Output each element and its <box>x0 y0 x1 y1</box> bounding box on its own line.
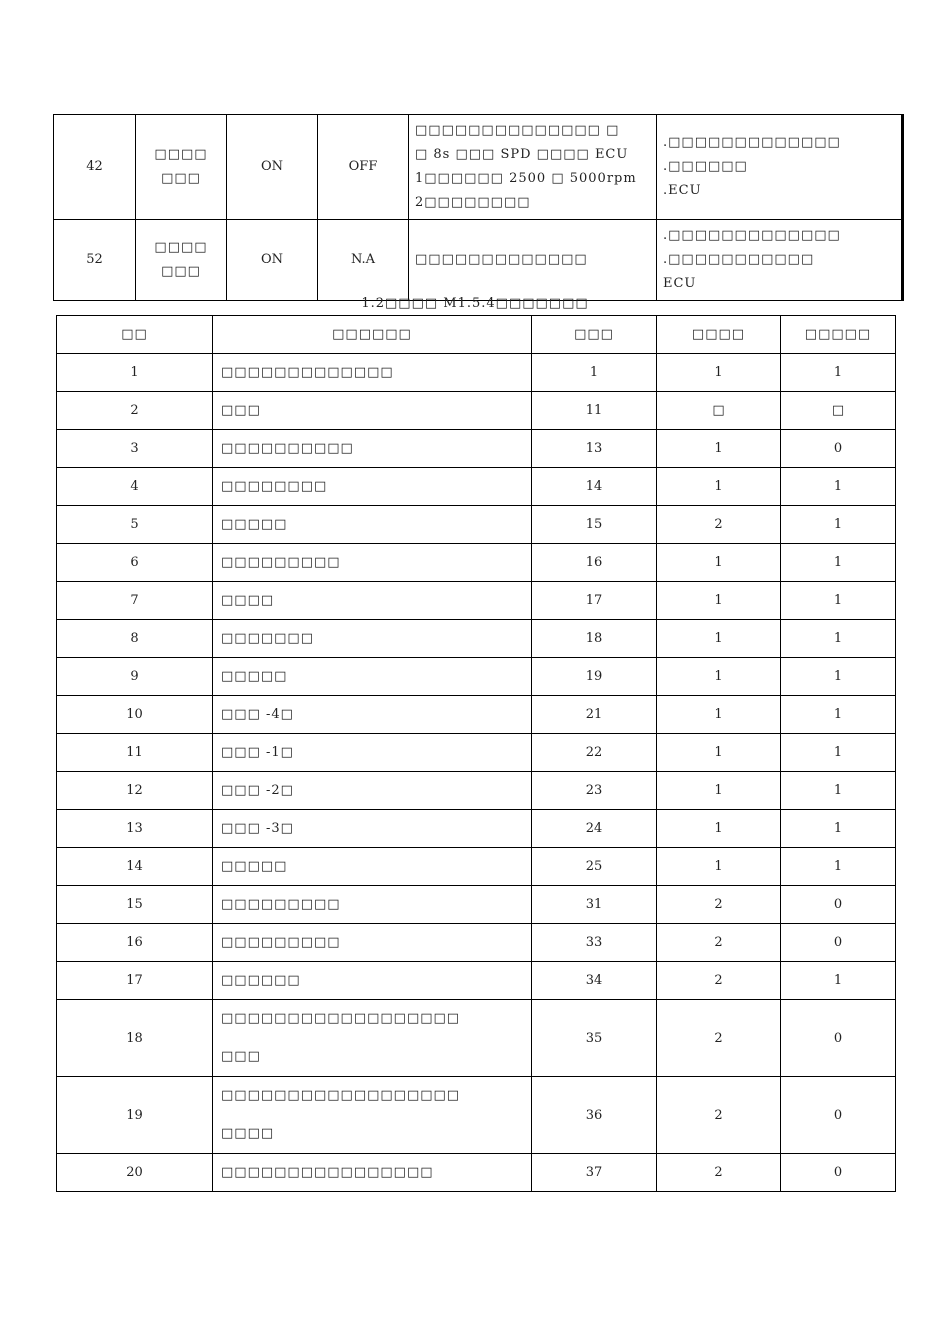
value-a-cell: □ <box>657 392 781 430</box>
code-cell: 24 <box>532 810 657 848</box>
table-row <box>57 848 896 886</box>
description-line: □□□□□ <box>221 517 288 532</box>
value-a-cell: 2 <box>657 886 781 924</box>
name-line: □□□ <box>161 171 201 186</box>
row-number-cell: 17 <box>57 962 213 1000</box>
description-line: □□□□□ <box>221 669 288 684</box>
code-cell: 19 <box>532 658 657 696</box>
description-cell <box>213 1077 532 1154</box>
description-cell <box>213 468 532 506</box>
cause-line: .□□□□□□ <box>663 159 748 174</box>
row-number-cell: 6 <box>57 544 213 582</box>
description-line: □□□□□□□□□□□□□□□□ <box>221 1165 434 1180</box>
code-cell: 35 <box>532 1000 657 1077</box>
value-a-cell: 1 <box>657 810 781 848</box>
description-line: □□□ -4□ <box>221 707 294 722</box>
value-a-cell: 2 <box>657 1000 781 1077</box>
value-a-cell: 1 <box>657 468 781 506</box>
description-line: □□□□□□□ <box>221 631 314 646</box>
condition-cell <box>409 220 657 301</box>
description-line: □□□□□□□□ <box>221 479 328 494</box>
description-line: □□□□ <box>221 593 275 608</box>
description-cell <box>213 1000 532 1077</box>
row-number-cell: 1 <box>57 354 213 392</box>
code-cell: 52 <box>54 220 136 301</box>
cause-line: ECU <box>663 276 697 291</box>
table-row <box>57 962 896 1000</box>
on-state-cell: ON <box>227 220 318 301</box>
value-b-cell: 1 <box>781 506 896 544</box>
row-number-cell: 20 <box>57 1154 213 1192</box>
description-cell <box>213 696 532 734</box>
value-a-cell: 1 <box>657 848 781 886</box>
value-a-cell: 1 <box>657 354 781 392</box>
code-cell: 21 <box>532 696 657 734</box>
description-line: □□□ -2□ <box>221 783 294 798</box>
value-b-cell: 1 <box>781 734 896 772</box>
description-line: □□□□□□□□□□□□□□□□□□ <box>221 1011 461 1026</box>
name-line: □□□□ <box>154 147 208 162</box>
table-row <box>57 430 896 468</box>
description-cell <box>213 734 532 772</box>
table-header-row <box>57 316 896 354</box>
value-b-cell: 1 <box>781 620 896 658</box>
table-row <box>57 772 896 810</box>
value-a-cell: 1 <box>657 696 781 734</box>
header-col4: □□□□ <box>657 316 781 354</box>
header-description: □□□□□□ <box>213 316 532 354</box>
value-a-cell: 1 <box>657 582 781 620</box>
code-cell: 1 <box>532 354 657 392</box>
row-number-cell: 15 <box>57 886 213 924</box>
code-cell: 11 <box>532 392 657 430</box>
row-number-cell: 12 <box>57 772 213 810</box>
table-row <box>57 1000 896 1077</box>
description-cell <box>213 620 532 658</box>
value-a-cell: 2 <box>657 1077 781 1154</box>
code-cell: 36 <box>532 1077 657 1154</box>
row-number-cell: 10 <box>57 696 213 734</box>
table-row <box>57 1077 896 1154</box>
description-cell <box>213 1154 532 1192</box>
description-cell <box>213 962 532 1000</box>
value-b-cell: 1 <box>781 810 896 848</box>
cause-line: .ECU <box>663 183 702 198</box>
table-row <box>57 810 896 848</box>
table-row <box>57 886 896 924</box>
value-a-cell: 1 <box>657 772 781 810</box>
condition-cell <box>409 115 657 220</box>
name-line: □□□□ <box>154 240 208 255</box>
code-cell: 22 <box>532 734 657 772</box>
description-line: □□□ -1□ <box>221 745 294 760</box>
value-b-cell: 0 <box>781 924 896 962</box>
value-a-cell: 1 <box>657 430 781 468</box>
table-row <box>57 1154 896 1192</box>
code-cell: 42 <box>54 115 136 220</box>
value-a-cell: 1 <box>657 734 781 772</box>
description-cell <box>213 772 532 810</box>
row-number-cell: 13 <box>57 810 213 848</box>
description-line: □□□□□□□□□□ <box>221 441 354 456</box>
value-b-cell: 1 <box>781 772 896 810</box>
code-cell: 25 <box>532 848 657 886</box>
value-a-cell: 1 <box>657 620 781 658</box>
row-number-cell: 2 <box>57 392 213 430</box>
name-cell <box>136 220 227 301</box>
code-cell: 17 <box>532 582 657 620</box>
description-cell <box>213 848 532 886</box>
table-row <box>57 696 896 734</box>
description-cell <box>213 544 532 582</box>
description-cell <box>213 506 532 544</box>
row-number-cell: 3 <box>57 430 213 468</box>
description-cell <box>213 886 532 924</box>
header-no: □□ <box>57 316 213 354</box>
table-row <box>57 468 896 506</box>
code-cell: 18 <box>532 620 657 658</box>
table-row <box>57 544 896 582</box>
description-line: □□□□□□□□□□□□□ <box>221 365 394 380</box>
value-b-cell: 1 <box>781 696 896 734</box>
table-row <box>57 392 896 430</box>
cause-cell <box>657 220 903 301</box>
description-cell <box>213 582 532 620</box>
cause-line: .□□□□□□□□□□□ <box>663 252 815 267</box>
value-a-cell: 1 <box>657 658 781 696</box>
value-b-cell: 1 <box>781 468 896 506</box>
description-cell <box>213 354 532 392</box>
description-line: □□□□ <box>221 1126 275 1141</box>
row-number-cell: 14 <box>57 848 213 886</box>
table-row <box>57 582 896 620</box>
name-line: □□□ <box>161 264 201 279</box>
header-code: □□□ <box>532 316 657 354</box>
code-cell: 14 <box>532 468 657 506</box>
off-state-cell: N.A <box>318 220 409 301</box>
value-b-cell: □ <box>781 392 896 430</box>
condition-line: □□□□□□□□□□□□□ <box>415 252 588 267</box>
code-cell: 23 <box>532 772 657 810</box>
description-line: □□□□□□□□□ <box>221 897 341 912</box>
description-line: □□□□□□□□□□□□□□□□□□ <box>221 1088 461 1103</box>
condition-line: 1□□□□□□ 2500 □ 5000rpm <box>415 171 637 186</box>
code-cell: 13 <box>532 430 657 468</box>
row-number-cell: 11 <box>57 734 213 772</box>
row-number-cell: 18 <box>57 1000 213 1077</box>
row-number-cell: 9 <box>57 658 213 696</box>
code-cell: 15 <box>532 506 657 544</box>
description-line: □□□□□□ <box>221 973 301 988</box>
description-line: □□□□□□□□□ <box>221 935 341 950</box>
table-caption: 1.2□□□□ M1.5.4□□□□□□□ <box>361 296 589 311</box>
condition-line: □ 8s □□□ SPD □□□□ ECU <box>415 147 629 162</box>
row-number-cell: 4 <box>57 468 213 506</box>
description-line: □□□ <box>221 403 261 418</box>
description-cell <box>213 924 532 962</box>
table-row <box>57 620 896 658</box>
condition-line: 2□□□□□□□□ <box>415 195 531 210</box>
table-row <box>57 734 896 772</box>
value-b-cell: 1 <box>781 962 896 1000</box>
description-line: □□□ -3□ <box>221 821 294 836</box>
table-row <box>57 924 896 962</box>
row-number-cell: 7 <box>57 582 213 620</box>
description-cell <box>213 392 532 430</box>
row-number-cell: 5 <box>57 506 213 544</box>
value-a-cell: 1 <box>657 544 781 582</box>
value-b-cell: 0 <box>781 1000 896 1077</box>
code-cell: 34 <box>532 962 657 1000</box>
diagnostic-code-table <box>56 315 896 1192</box>
row-number-cell: 16 <box>57 924 213 962</box>
condition-line: □□□□□□□□□□□□□□ □ <box>415 123 620 138</box>
value-a-cell: 2 <box>657 924 781 962</box>
code-cell: 33 <box>532 924 657 962</box>
value-b-cell: 0 <box>781 1154 896 1192</box>
row-number-cell: 19 <box>57 1077 213 1154</box>
value-b-cell: 1 <box>781 354 896 392</box>
name-cell <box>136 115 227 220</box>
code-cell: 37 <box>532 1154 657 1192</box>
value-b-cell: 1 <box>781 658 896 696</box>
on-state-cell: ON <box>227 115 318 220</box>
cause-line: .□□□□□□□□□□□□□ <box>663 135 841 150</box>
description-line: □□□□□□□□□ <box>221 555 341 570</box>
table-row <box>54 115 903 220</box>
value-b-cell: 1 <box>781 544 896 582</box>
table-row <box>57 354 896 392</box>
row-number-cell: 8 <box>57 620 213 658</box>
fault-code-table-continued <box>53 114 904 301</box>
cause-cell <box>657 115 903 220</box>
code-cell: 31 <box>532 886 657 924</box>
code-cell: 16 <box>532 544 657 582</box>
off-state-cell: OFF <box>318 115 409 220</box>
value-b-cell: 0 <box>781 886 896 924</box>
cause-line: .□□□□□□□□□□□□□ <box>663 228 841 243</box>
description-cell <box>213 658 532 696</box>
value-b-cell: 1 <box>781 582 896 620</box>
description-line: □□□□□ <box>221 859 288 874</box>
table-row <box>57 506 896 544</box>
value-a-cell: 2 <box>657 962 781 1000</box>
value-a-cell: 2 <box>657 506 781 544</box>
description-cell <box>213 430 532 468</box>
table-row <box>54 220 903 301</box>
table-row <box>57 658 896 696</box>
header-col5: □□□□□ <box>781 316 896 354</box>
value-b-cell: 0 <box>781 1077 896 1154</box>
description-cell <box>213 810 532 848</box>
value-b-cell: 0 <box>781 430 896 468</box>
description-line: □□□ <box>221 1049 261 1064</box>
value-b-cell: 1 <box>781 848 896 886</box>
value-a-cell: 2 <box>657 1154 781 1192</box>
